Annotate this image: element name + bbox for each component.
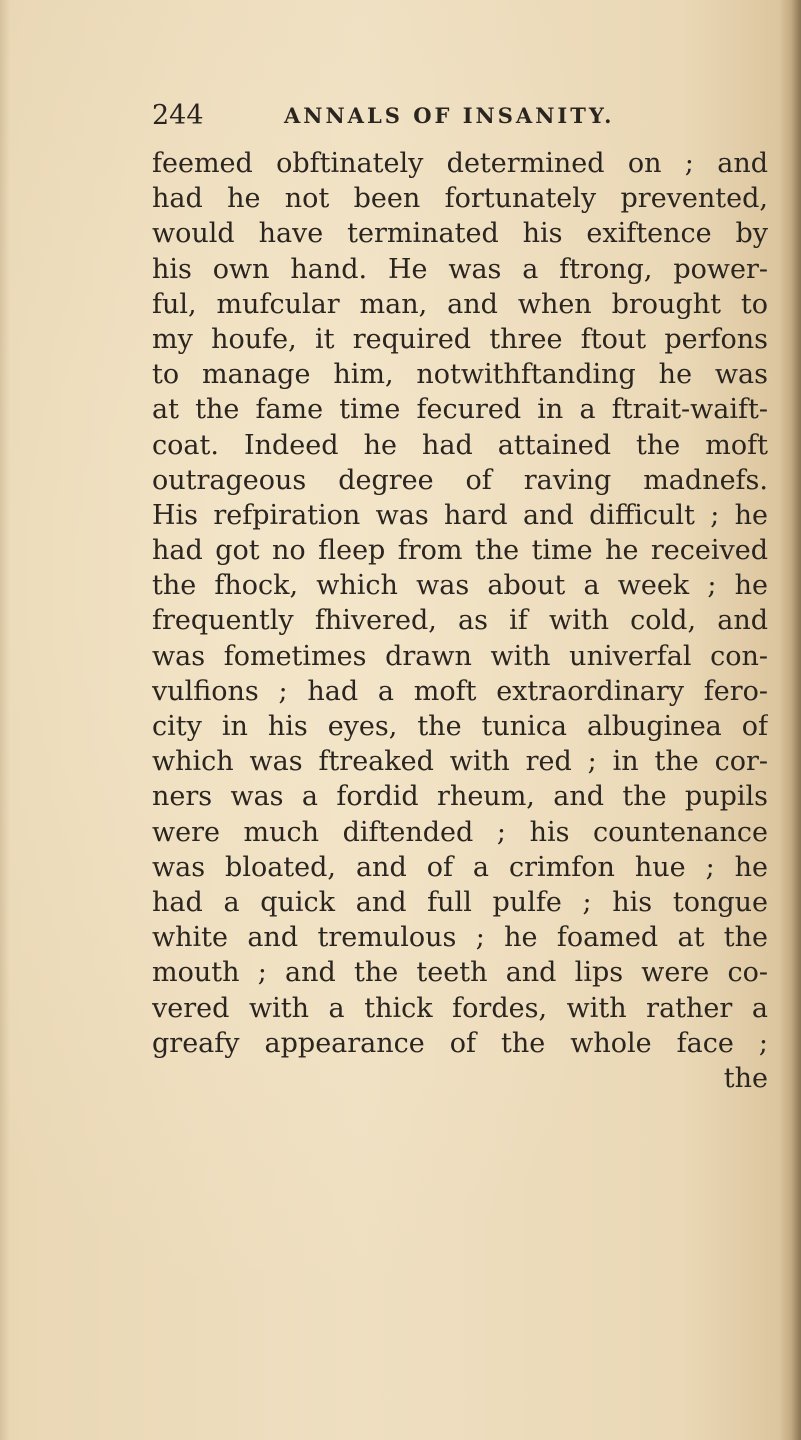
- page-edge-shadow: [779, 0, 801, 1440]
- text-line: city in his eyes, the tunica albuginea of: [152, 711, 768, 742]
- text-line: was bloated, and of a crimfon hue ; he: [152, 851, 768, 883]
- text-line: to manage him, notwithftanding he was: [152, 359, 768, 391]
- text-line: had got no fleep from the time he received: [152, 535, 768, 567]
- text-line: vulfions ; had a moft extraordinary fero-: [152, 675, 768, 707]
- text-line: was fometimes drawn with univerfal con-: [152, 640, 768, 672]
- text-line: would have terminated his exiftence by: [152, 218, 768, 250]
- running-head: ANNALS OF INSANITY.: [284, 103, 615, 128]
- text-line: were much diftended ; his countenance: [152, 816, 768, 848]
- page-gutter-shadow: [0, 0, 10, 1440]
- text-line: coat. Indeed he had attained the moft: [152, 429, 768, 461]
- text-line: feemed obftinately determined on ; and: [152, 148, 768, 179]
- text-line: ners was a fordid rheum, and the pupils: [152, 781, 768, 813]
- text-line: greafy appearance of the whole face ;: [152, 1027, 768, 1059]
- text-line: which was ftreaked with red ; in the cor-: [152, 746, 768, 778]
- text-line: had a quick and full pulfe ; his tongue: [152, 886, 768, 918]
- text-line: His refpiration was hard and difficult ; he: [152, 499, 768, 531]
- catchword: the: [723, 1062, 768, 1094]
- text-line: ful, mufcular man, and when brought to: [152, 288, 768, 320]
- text-line: white and tremulous ; he foamed at the: [152, 922, 768, 954]
- text-line: outrageous degree of raving madnefs.: [152, 464, 768, 496]
- page-header: [152, 96, 632, 136]
- text-line: my houfe, it required three ftout perfons: [152, 323, 768, 355]
- text-line: mouth ; and the teeth and lips were co-: [152, 957, 768, 989]
- text-line: vered with a thick fordes, with rather a: [152, 992, 768, 1024]
- text-line: the fhock, which was about a week ; he: [152, 570, 768, 602]
- text-line: frequently fhivered, as if with cold, and: [152, 605, 768, 637]
- text-line: at the fame time fecured in a ftrait-waift-: [152, 394, 768, 426]
- text-line: had he not been fortunately prevented,: [152, 183, 768, 215]
- body-text: [152, 146, 768, 1096]
- page-number: 244: [152, 100, 204, 131]
- text-line: his own hand. He was a ftrong, power-: [152, 253, 768, 285]
